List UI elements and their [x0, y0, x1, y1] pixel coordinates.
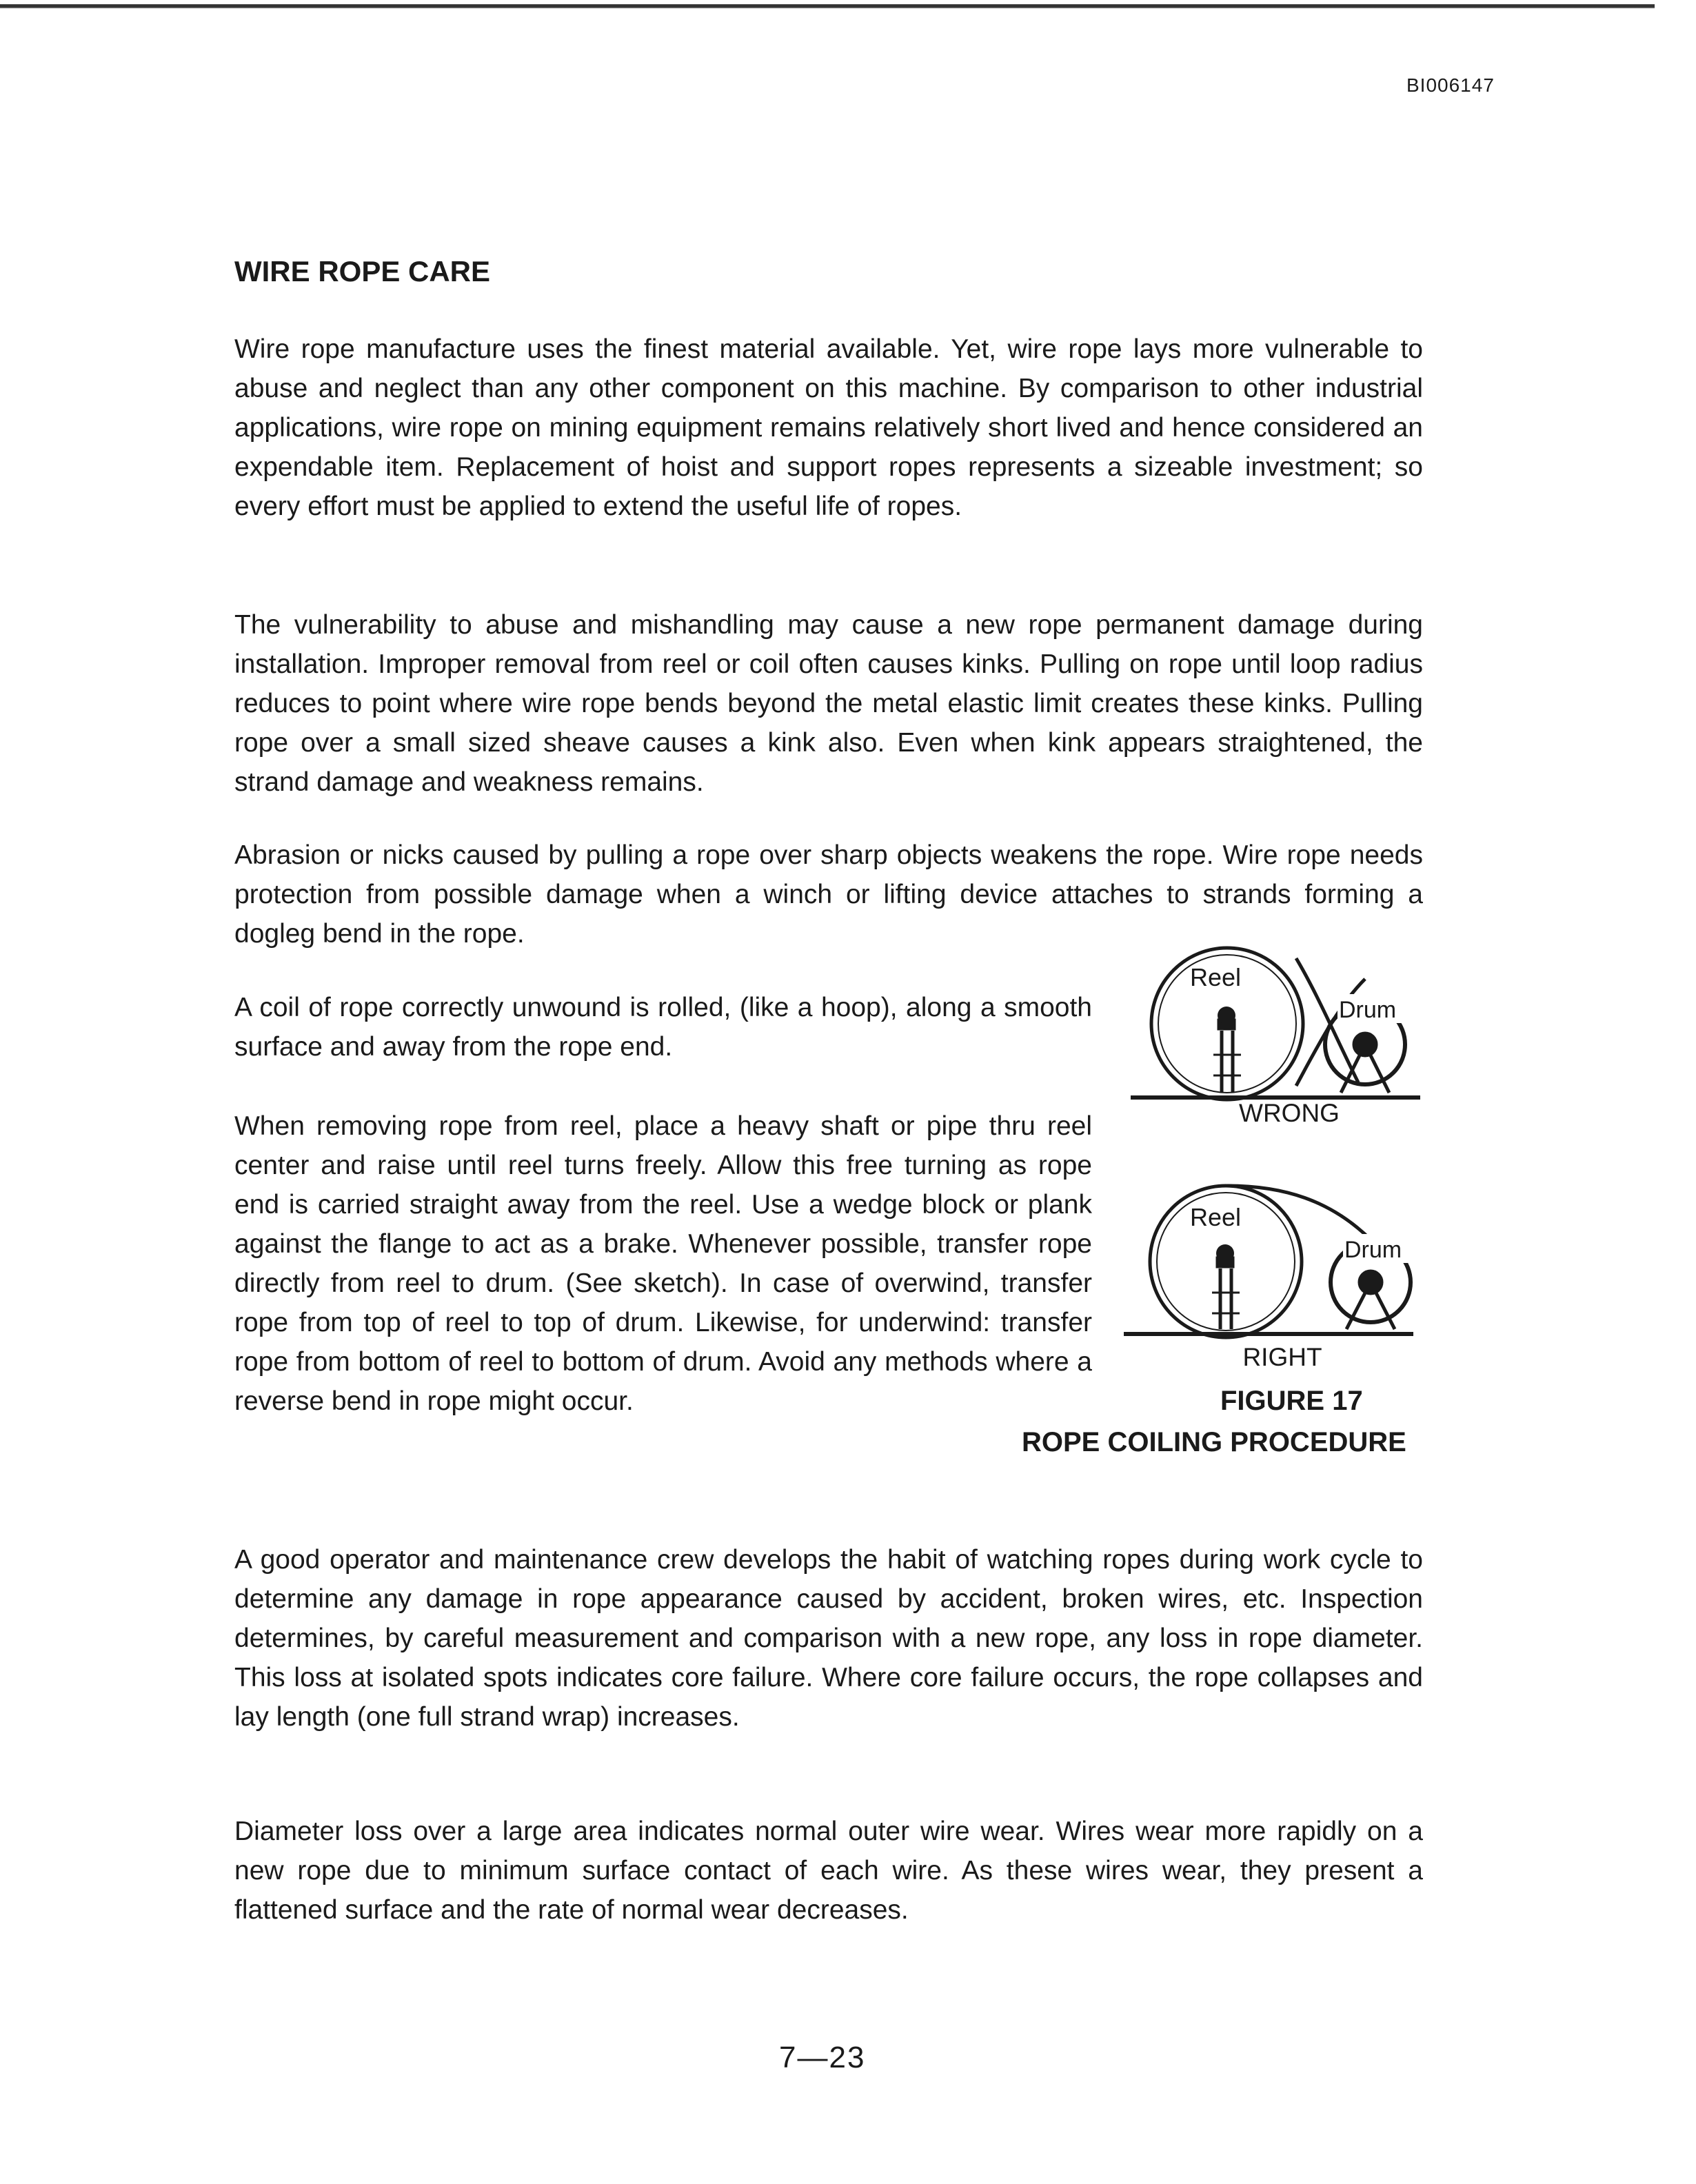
- paragraph-4: A coil of rope correctly unwound is rolled, (like a hoop), along a smooth surface and away from the rope end.: [234, 993, 1092, 1062]
- wrong-label: WRONG: [1239, 1099, 1340, 1127]
- paragraph-3: Abrasion or nicks caused by pulling a rope over sharp objects weakens the rope. Wire rope needs protection from possible damage when a winch or lifting device attaches to strands forming a dogleg bend in the rope.: [234, 840, 1423, 949]
- section-heading: WIRE ROPE CARE: [234, 255, 491, 287]
- drum-label: Drum: [1339, 997, 1397, 1023]
- right-label: RIGHT: [1242, 1343, 1322, 1371]
- top-rule: [0, 4, 1655, 8]
- paragraph-7: Diameter loss over a large area indicates normal outer wire wear. Wires wear more rapidly on a new rope due to minimum surface contact of each wire. As these wires wear, they present a flattened surface and the rate of normal wear decreases.: [234, 1817, 1423, 1925]
- right-coiling-sketch: [1124, 1172, 1427, 1351]
- figure-title: ROPE COILING PROCEDURE: [1022, 1427, 1406, 1457]
- paragraph-2: The vulnerability to abuse and mishandling may cause a new rope permanent damage during installation. Improper removal from reel or coil often causes kinks. Pulling on rope until loop radius reduces to point where wire rope bends beyond the metal elastic limit creates these kinks. Pulling rope over a small sized sheave causes a kink also. Even when kink appears straightened, the strand damage and weakness remains.: [234, 610, 1423, 797]
- drum-label-right: Drum: [1344, 1237, 1402, 1263]
- wrong-coiling-sketch: [1131, 938, 1434, 1117]
- page-number: 7—23: [779, 2041, 866, 2074]
- figure-number: FIGURE 17: [1220, 1386, 1363, 1416]
- paragraph-1: Wire rope manufacture uses the finest material available. Yet, wire rope lays more vulnerable to abuse and neglect than any other component on this machine. By comparison to other industrial applications, wire rope on mining equipment remains relatively short lived and hence considered an expendable item. Replacement of hoist and support ropes represents a sizeable investment; so every effort must be applied to extend the useful life of ropes.: [234, 334, 1423, 521]
- document-id: BI006147: [1406, 74, 1495, 96]
- reel-label: Reel: [1190, 963, 1242, 991]
- reel-label-right: Reel: [1190, 1203, 1242, 1231]
- paragraph-5: When removing rope from reel, place a heavy shaft or pipe thru reel center and raise until reel turns freely. Allow this free turning as rope end is carried straight away from the reel. Use a wedge block or plank against the flange to act as a brake. Whenever possible, transfer rope directly from reel to drum. (See sketch). In case of overwind, transfer rope from top of reel to top of drum. Likewise, for underwind: transfer rope from bottom of reel to bottom of drum. Avoid any methods where a reverse bend in rope might occur.: [234, 1111, 1092, 1416]
- paragraph-6: A good operator and maintenance crew develops the habit of watching ropes during work cycle to determine any damage in rope appearance caused by accident, broken wires, etc. Inspection determines, by careful measurement and comparison with a new rope, any loss in rope diameter. This loss at isolated spots indicates core failure. Where core failure occurs, the rope collapses and lay length (one full strand wrap) increases.: [234, 1545, 1423, 1732]
